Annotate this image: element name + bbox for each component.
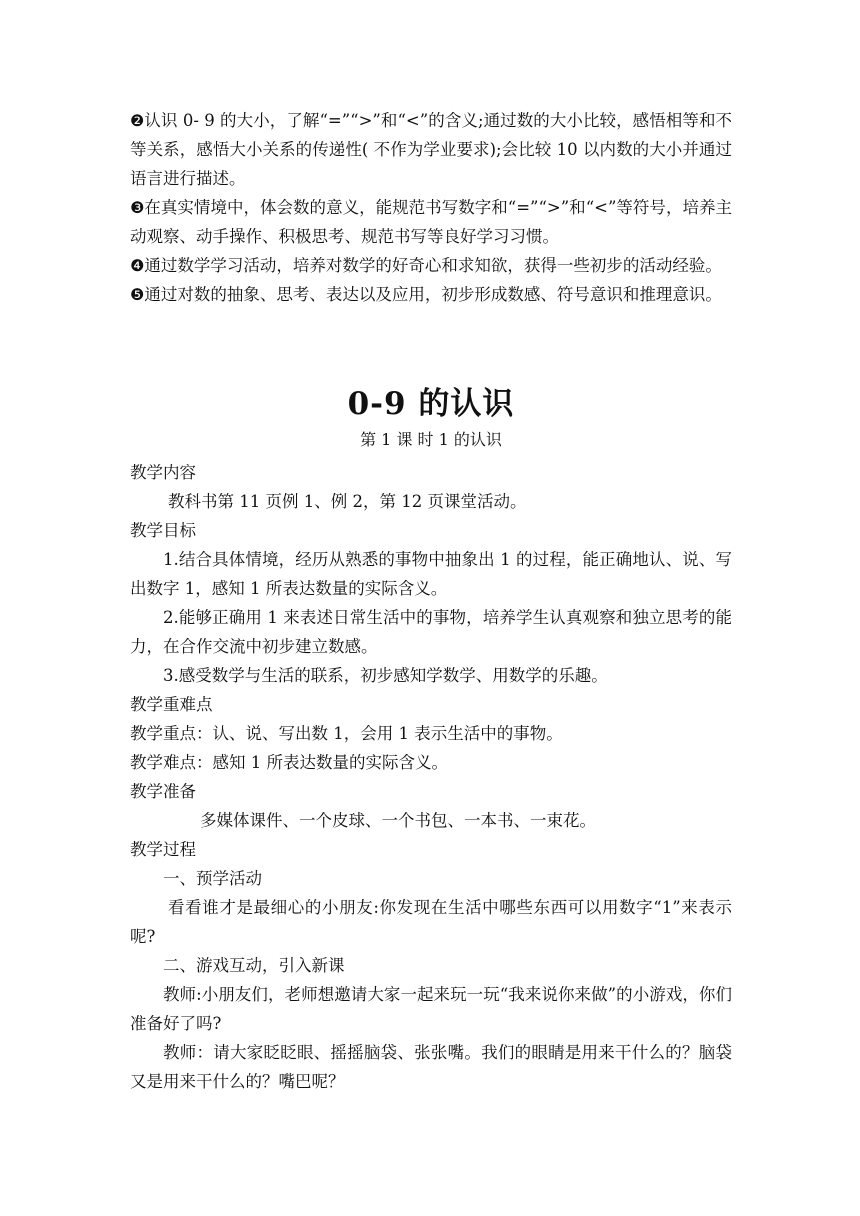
lesson-title: 0-9 的认识 bbox=[347, 386, 515, 422]
section-heading-content: 教学内容 bbox=[130, 463, 196, 482]
difficult-point: 教学难点：感知 1 所表达数量的实际含义。 bbox=[130, 753, 448, 772]
lesson-plan bbox=[130, 382, 732, 1096]
lesson-goal-1: 1.结合具体情境，经历从熟悉的事物中抽象出 1 的过程，能正确地认、说、写出数字 1，感知 1 所表达数量的实际含义。 bbox=[130, 550, 732, 598]
goal-text: 通过数学学习活动，培养对数学的好奇心和求知欲，获得一些初步的活动经验。 bbox=[144, 256, 722, 275]
preparation-text: 多媒体课件、一个皮球、一个书包、一本书、一束花。 bbox=[200, 811, 596, 830]
goal-text: 认识 0- 9 的大小，了解“=”“>”和“<”的含义;通过数的大小比较，感悟相等和不等关系，感悟大小关系的传递性( 不作为学业要求);会比较 10 以内数的大小并通过语言进行描述。 bbox=[130, 111, 733, 188]
key-point: 教学重点：认、说、写出数 1，会用 1 表示生活中的事物。 bbox=[130, 724, 563, 743]
step-2-heading: 二、游戏互动，引入新课 bbox=[163, 956, 345, 975]
lesson-subtitle: 第 1 课 时 1 的认识 bbox=[360, 430, 502, 449]
step-2-text-1: 教师:小朋友们，老师想邀请大家一起来玩一玩“我来说你来做”的小游戏，你们准备好了吗? bbox=[130, 985, 732, 1033]
goal-text: 通过对数的抽象、思考、表达以及应用，初步形成数感、符号意识和推理意识。 bbox=[144, 285, 722, 304]
goal-item bbox=[130, 106, 732, 193]
lesson-goal-2: 2.能够正确用 1 来表述日常生活中的事物，培养学生认真观察和独立思考的能力，在合作交流中初步建立数感。 bbox=[130, 608, 732, 656]
goal-number-marker: ❷ bbox=[130, 111, 145, 130]
goals-list bbox=[130, 106, 732, 309]
goal-number-marker: ❺ bbox=[130, 285, 145, 304]
content-text: 教科书第 11 页例 1、例 2，第 12 页课堂活动。 bbox=[168, 492, 527, 511]
goal-number-marker: ❹ bbox=[130, 256, 145, 275]
step-2-text-2: 教师：请大家眨眨眼、摇摇脑袋、张张嘴。我们的眼睛是用来干什么的？脑袋又是用来干什么的？嘴巴呢？ bbox=[130, 1043, 732, 1091]
lesson-goal-3: 3.感受数学与生活的联系，初步感知学数学、用数学的乐趣。 bbox=[163, 666, 608, 685]
section-heading-preparation: 教学准备 bbox=[130, 782, 196, 801]
goal-number-marker: ❸ bbox=[130, 198, 145, 217]
step-1-heading: 一、预学活动 bbox=[163, 869, 262, 888]
goal-item bbox=[130, 251, 732, 280]
step-1-text: 看看谁才是最细心的小朋友:你发现在生活中哪些东西可以用数字“1”来表示呢? bbox=[130, 898, 732, 946]
goal-item bbox=[130, 193, 732, 251]
goal-text: 在真实情境中，体会数的意义，能规范书写数字和“=”“>”和“<”等符号，培养主动观察、动手操作、积极思考、规范书写等良好学习习惯。 bbox=[130, 198, 733, 246]
section-heading-process: 教学过程 bbox=[130, 840, 196, 859]
section-heading-goals: 教学目标 bbox=[130, 521, 196, 540]
section-heading-key-points: 教学重难点 bbox=[130, 695, 213, 714]
goal-item bbox=[130, 280, 732, 309]
